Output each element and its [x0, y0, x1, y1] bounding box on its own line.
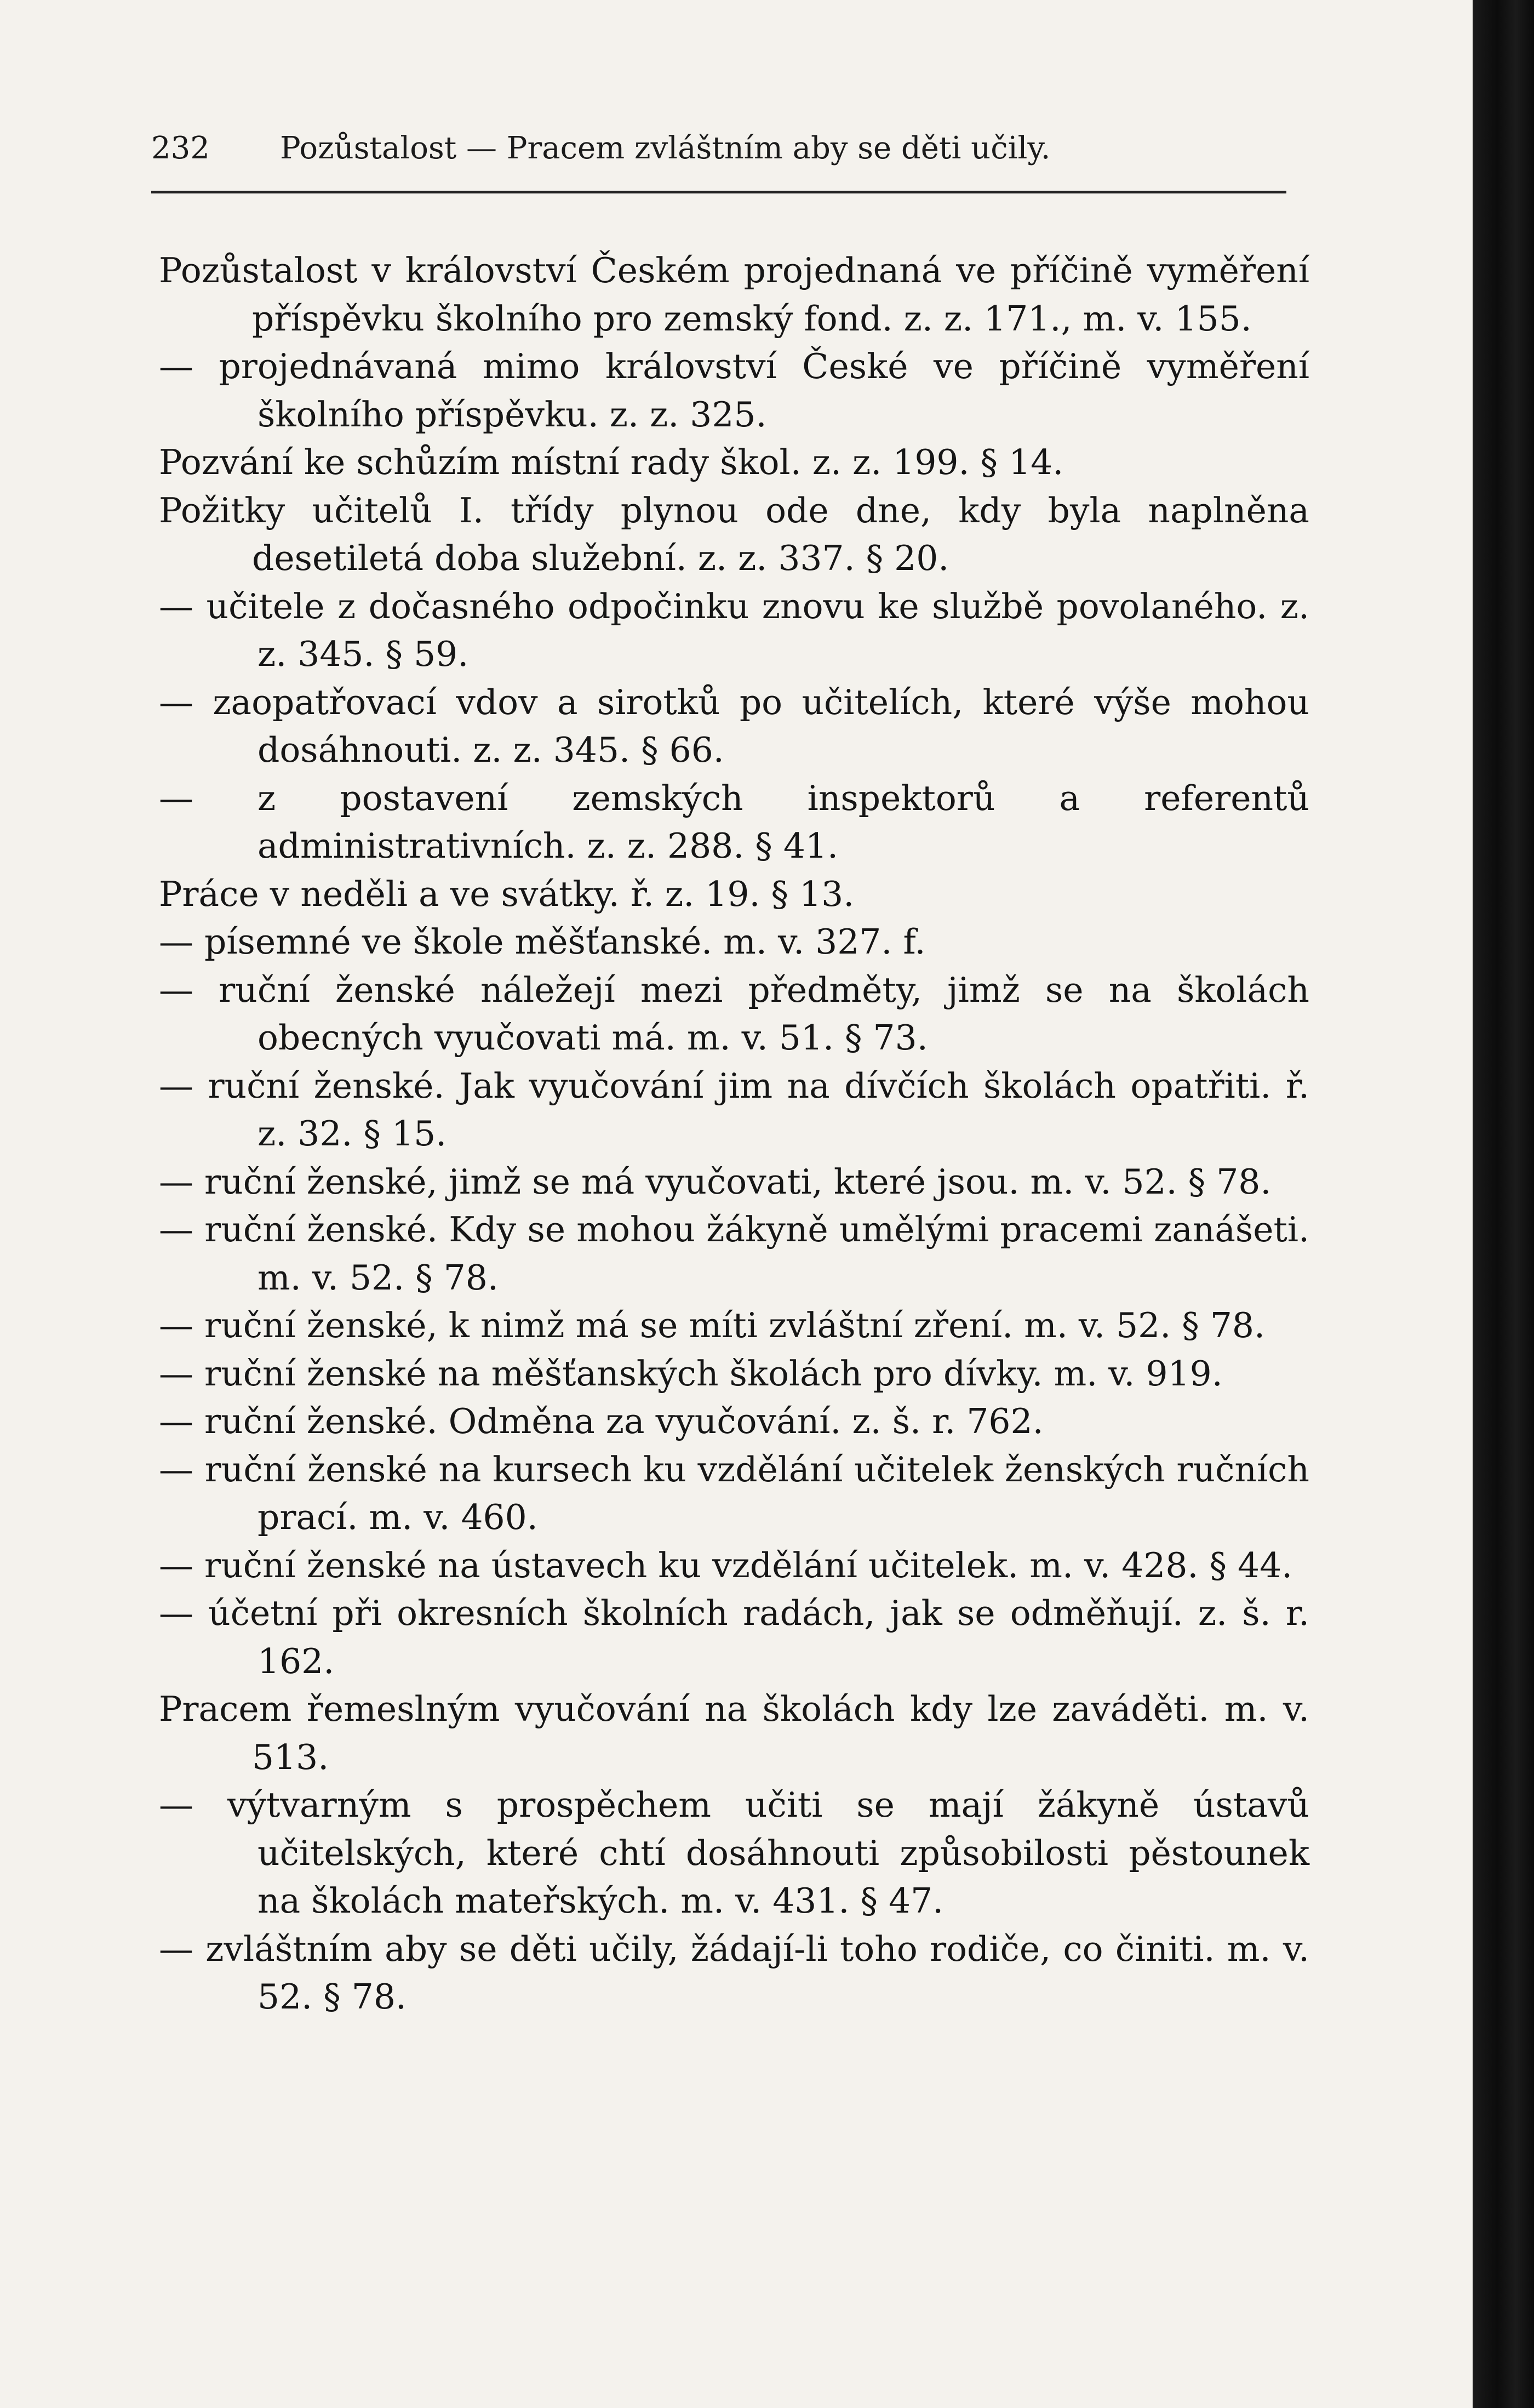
index-subentry: — ruční ženské, jimž se má vyučovati, které jsou. m. v. 52. § 78. [159, 1161, 1272, 1202]
index-subentry: — ruční ženské. Odměna za vyučování. z. š. r. 762. [159, 1401, 1044, 1441]
index-subentry: — zaopatřovací vdov a sirotků po učitelích, které výše mohou dosáhnouti. z. z. 345. § 66. [159, 682, 1309, 770]
index-entry: Pozůstalost v království Českém projednaná ve příčině vyměření příspěvku školního pro zemský fond. z. z. 171., m. v. 155. [159, 250, 1309, 339]
page-edge-shadow [1473, 0, 1534, 2408]
index-entry: Pozvání ke schůzím místní rady škol. z. z. 199. § 14. [159, 442, 1064, 482]
index-subentry: — ruční ženské na měšťanských školách pro dívky. m. v. 919. [159, 1353, 1223, 1394]
index-subentry: — učitele z dočasného odpočinku znovu ke službě povolaného. z. z. 345. § 59. [159, 586, 1309, 674]
index-entry: Práce v neděli a ve svátky. ř. z. 19. § 13. [159, 874, 855, 914]
index-subentry: — výtvarným s prospěchem učiti se mají žákyně ústavů učitelských, které chtí dosáhnouti způsobilosti pěstounek na školách mateřských. m. v. 431. § 47. [159, 1785, 1309, 1921]
index-subentry: — z postavení zemských inspektorů a referentů administrativních. z. z. 288. § 41. [159, 778, 1309, 866]
index-subentry: — ruční ženské, k nimž má se míti zvláštní zření. m. v. 52. § 78. [159, 1305, 1266, 1345]
header-rule [151, 191, 1286, 193]
running-header [151, 130, 1291, 166]
index-entry: Pracem řemeslným vyučování na školách kdy lze zaváděti. m. v. 513. [159, 1689, 1309, 1777]
index-subentry: — účetní při okresních školních radách, jak se odměňují. z. š. r. 162. [159, 1593, 1309, 1681]
index-subentry: — ruční ženské. Kdy se mohou žákyně umělými pracemi zanášeti. m. v. 52. § 78. [159, 1209, 1309, 1298]
index-subentry: — ruční ženské. Jak vyučování jim na dívčích školách opatřiti. ř. z. 32. § 15. [159, 1065, 1309, 1154]
index-subentry: — písemné ve škole měšťanské. m. v. 327. f. [159, 922, 926, 962]
index-subentry: — ruční ženské náležejí mezi předměty, jimž se na školách obecných vyučovati má. m. v. 51. § 73. [159, 969, 1309, 1058]
index-subentry: — ruční ženské na kursech ku vzdělání učitelek ženských ručních prací. m. v. 460. [159, 1449, 1309, 1537]
index-subentry: — projednávaná mimo království České ve příčině vyměření školního příspěvku. z. z. 325. [159, 346, 1309, 435]
page-number: 232 [151, 130, 210, 166]
index-entries [159, 247, 1309, 2021]
index-subentry: — zvláštním aby se děti učily, žádají-li toho rodiče, co činiti. m. v. 52. § 78. [159, 1928, 1309, 2017]
running-title: Pozůstalost — Pracem zvláštním aby se děti učily. [280, 130, 1051, 166]
index-entry: Požitky učitelů I. třídy plynou ode dne, kdy byla naplněna desetiletá doba služební. z. z. 337. § 20. [159, 490, 1309, 578]
index-subentry: — ruční ženské na ústavech ku vzdělání učitelek. m. v. 428. § 44. [159, 1545, 1293, 1585]
